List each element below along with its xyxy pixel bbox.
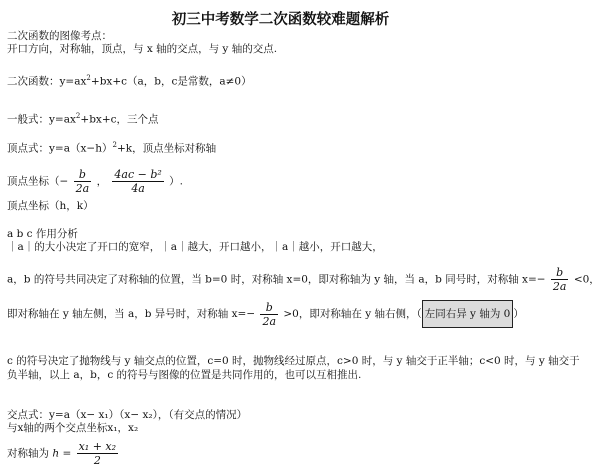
highlighted-rule: 左同右异 y 轴为 0 [422, 300, 514, 328]
general-form [7, 110, 159, 127]
vertex-coordinate-formula [7, 168, 183, 195]
fraction [77, 440, 118, 467]
fraction-numerator: b [551, 266, 569, 280]
vertex-form [7, 139, 216, 156]
text-segment: 二次函数：y=ax [7, 75, 87, 88]
text-line: 与x轴的两个交点坐标x₁，x₂ [7, 422, 139, 434]
fraction [551, 266, 569, 293]
text-line: 二次函数的图像考点： [7, 30, 112, 42]
text-segment: <0， [573, 273, 600, 286]
fraction [112, 168, 163, 195]
fraction-denominator: 2a [552, 280, 567, 293]
superscript: 2 [112, 141, 117, 149]
text-line: c 的符号决定了抛物线与 y 轴交点的位置，c=0 时，抛物线经过原点，c>0 时，与 y 轴交于正半轴；c<0 时，与 y 轴交于 [7, 355, 580, 367]
fraction-numerator: x₁ + x₂ [78, 440, 117, 453]
axis-of-symmetry-line [7, 266, 600, 293]
quadratic-definition [7, 72, 252, 89]
text-segment: 一般式：y=ax [7, 113, 76, 126]
document-title: 初三中考数学二次函数较难题解析 [171, 12, 390, 28]
text-segment: ）. [169, 175, 183, 188]
fraction-numerator: b [260, 301, 278, 315]
text-segment: ， [96, 175, 108, 188]
text-line: 交点式：y=a（x− x₁）（x− x₂），（有交点的情况） [7, 409, 248, 421]
superscript: 2 [86, 74, 91, 82]
symmetry-axis-formula [7, 440, 120, 467]
text-line: 开口方向，对称轴，顶点，与 x 轴的交点，与 y 轴的交点. [7, 43, 278, 55]
text-segment: 顶点式：y=a（x−h） [7, 142, 113, 155]
text-line: 负半轴，以上 a，b，c 的符号与图像的位置是共同作用的，也可以互相推出. [7, 369, 362, 381]
text-segment: 顶点坐标（− [7, 175, 69, 188]
text-segment: ） [513, 308, 524, 320]
text-line: ｜a｜的大小决定了开口的宽窄，｜a｜越大，开口越小，｜a｜越小，开口越大， [7, 241, 383, 253]
text-segment: 即对称轴在 y 轴左侧，当 a，b 异号时，对称轴 x=− [7, 308, 256, 320]
fraction-denominator: 4a [131, 182, 145, 195]
fraction-denominator: 2a [75, 182, 90, 195]
text-segment: +k，顶点坐标对称轴 [116, 142, 217, 155]
section-heading: a b c 作用分析 [7, 228, 78, 240]
text-segment: +bx+c（a，b，c是常数，a≠0） [90, 75, 252, 88]
fraction [74, 168, 92, 195]
fraction-numerator: 4ac − b² [114, 168, 162, 181]
math-variable: h = [52, 447, 72, 460]
fraction-denominator: 2a [262, 314, 277, 328]
fraction [260, 301, 278, 328]
axis-of-symmetry-line [7, 300, 524, 328]
text-segment: +bx+c，三个点 [80, 113, 159, 126]
text-segment: >0，即对称轴在 y 轴右侧，（ [283, 308, 422, 320]
text-segment: 对称轴为 [7, 447, 49, 460]
fraction-denominator: 2 [93, 454, 101, 467]
text-line: 顶点坐标（h，k） [7, 200, 94, 212]
fraction-numerator: b [74, 168, 92, 182]
superscript: 2 [75, 112, 81, 120]
text-segment: a，b 的符号共同决定了对称轴的位置，当 b=0 时，对称轴 x=0，即对称轴为 y 轴，当 a，b 同号时，对称轴 x=− [7, 273, 546, 286]
